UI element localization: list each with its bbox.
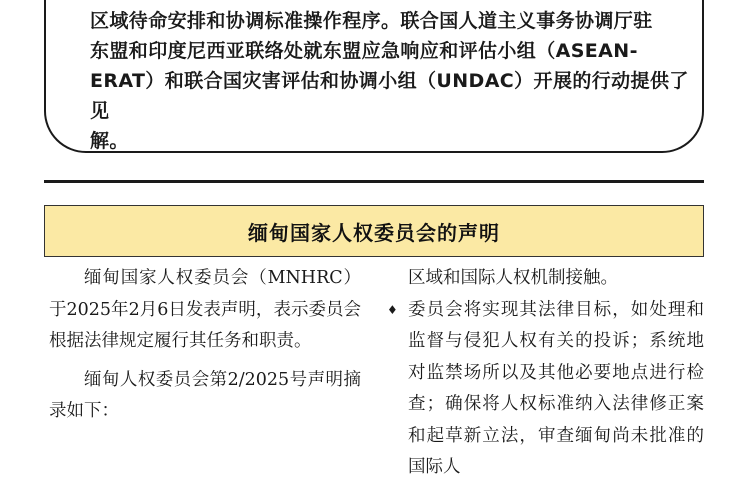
section-title: 缅甸国家人权委员会的声明 [248,220,500,245]
boxed-note-text [90,6,690,156]
paragraph: 缅甸国家人权委员会（MNHRC）于2025年2月6日发表声明，表示委员会根据法律规定履行其任务和职责。 [49,268,361,351]
note-line: 区域待命安排和协调标准操作程序。联合国人道主义事务协调厅驻 [90,10,653,32]
note-line: 解。 [90,130,129,152]
continued-text: 区域和国际人权机制接触。 [408,268,618,288]
diamond-bullet-icon: ♦ [387,302,398,317]
note-line: 东盟和印度尼西亚联络处就东盟应急响应和评估小组（ASEAN- [90,40,638,62]
boxed-note [44,0,704,153]
right-column [387,263,704,484]
left-column [49,263,361,428]
bullet-item [387,295,704,484]
section-banner [44,205,704,257]
paragraph: 缅甸人权委员会第2/2025号声明摘录如下： [49,369,361,421]
section-divider [44,180,704,183]
bullet-text: 委员会将实现其法律目标，如处理和监督与侵犯人权有关的投诉；系统地对监禁场所以及其他必要地点进行检查；确保将人权标准纳入法律修正案和起草新立法，审查缅甸尚未批准的国际人 [408,299,704,477]
note-line: ERAT）和联合国灾害评估和协调小组（UNDAC）开展的行动提供了见 [90,70,689,122]
